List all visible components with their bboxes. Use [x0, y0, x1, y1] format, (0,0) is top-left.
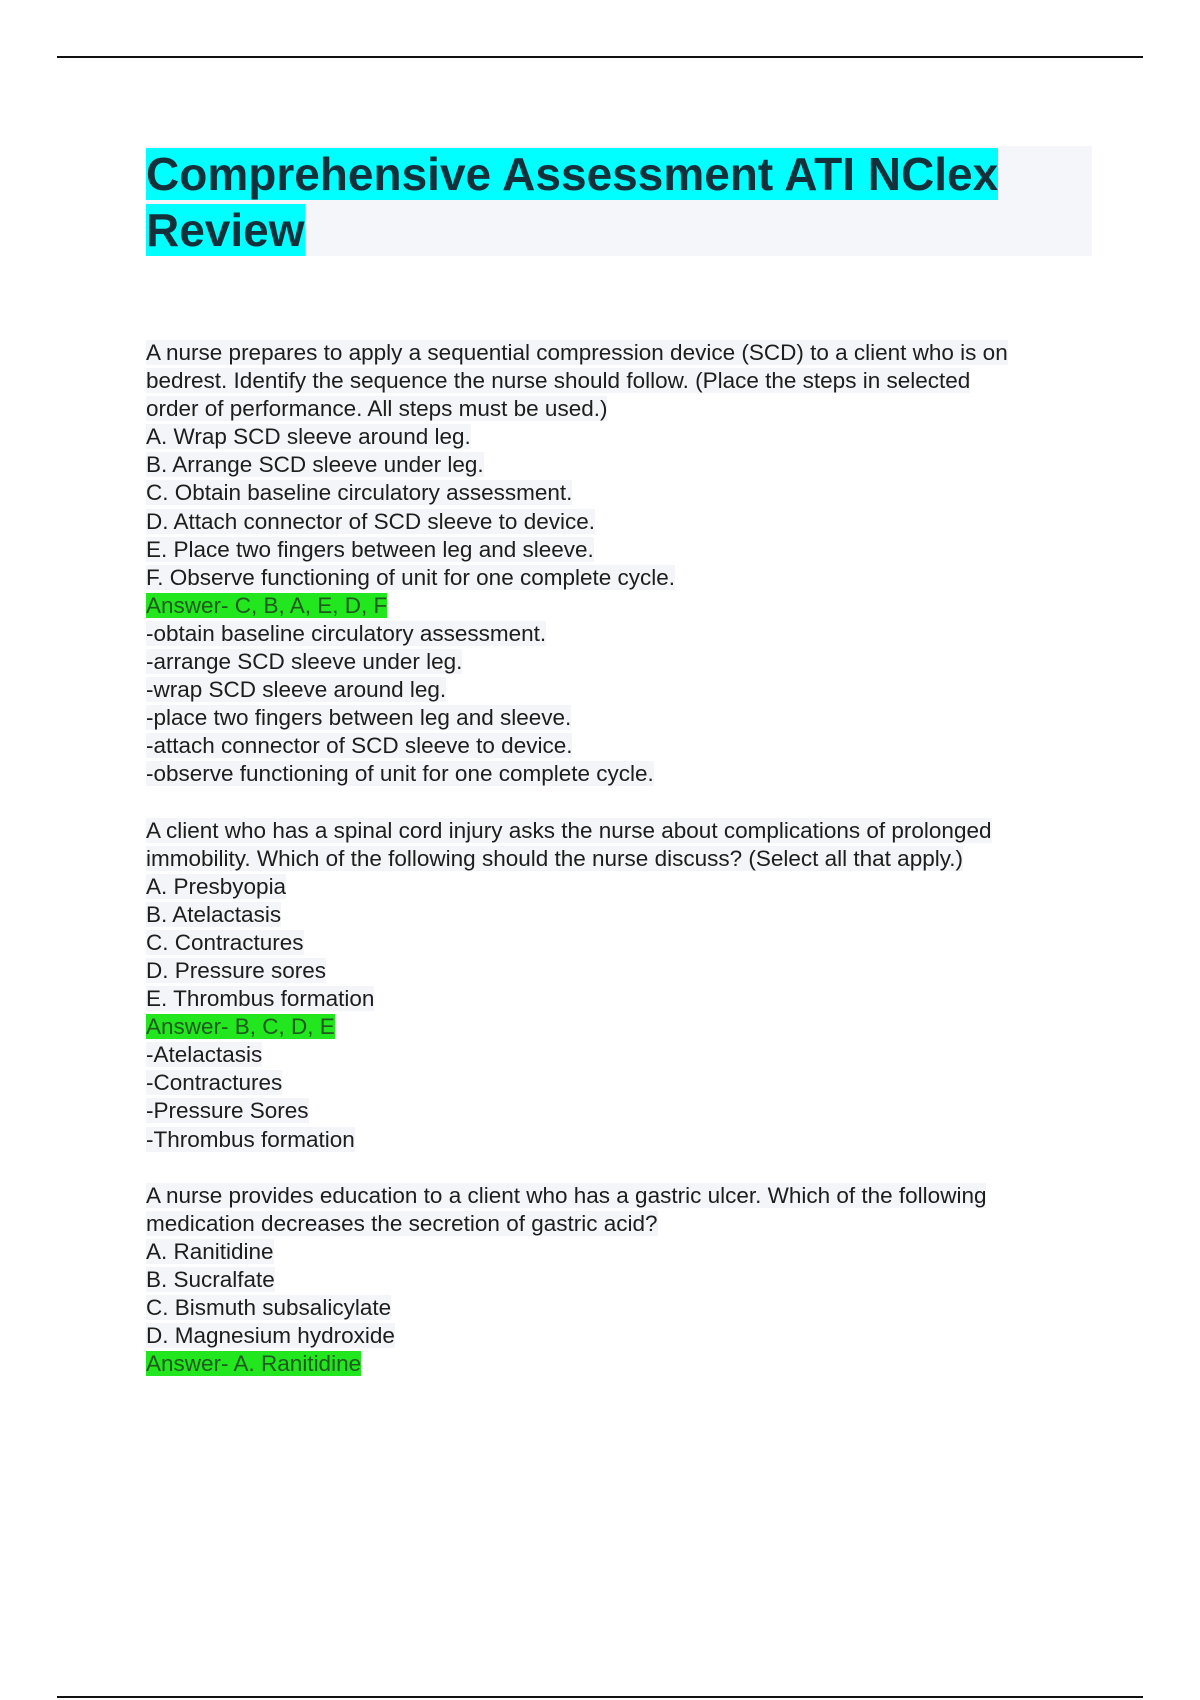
question-stem-line: A client who has a spinal cord injury asks the nurse about complications of prolonged: [146, 817, 992, 843]
question-stem-line: medication decreases the secretion of gastric acid?: [146, 1210, 658, 1236]
rationale-line: -obtain baseline circulatory assessment.: [146, 620, 547, 646]
rationale-line: -place two fingers between leg and sleeve.: [146, 705, 572, 731]
option-d: D. Attach connector of SCD sleeve to device.: [146, 508, 595, 534]
document-title-text: Comprehensive Assessment ATI NClex Review: [146, 148, 999, 256]
rationale-line: -arrange SCD sleeve under leg.: [146, 649, 463, 675]
rationale-line: -wrap SCD sleeve around leg.: [146, 677, 447, 703]
question-1: [146, 339, 1106, 789]
document-body: [146, 339, 1106, 1378]
title-block: [146, 146, 1092, 256]
rationale-line: -Atelactasis: [146, 1042, 263, 1068]
answer-highlight: Answer- A. Ranitidine: [146, 1351, 362, 1377]
rationale-line: -observe functioning of unit for one complete cycle.: [146, 761, 654, 787]
answer-highlight: Answer- B, C, D, E: [146, 1014, 335, 1040]
option-c: C. Contractures: [146, 929, 304, 955]
rationale-line: -Thrombus formation: [146, 1126, 355, 1152]
question-stem-line: bedrest. Identify the sequence the nurse should follow. (Place the steps in selected: [146, 368, 971, 394]
rationale-line: -Pressure Sores: [146, 1098, 309, 1124]
option-e: E. Thrombus formation: [146, 986, 375, 1012]
option-a: A. Presbyopia: [146, 873, 287, 899]
option-a: A. Wrap SCD sleeve around leg.: [146, 424, 471, 450]
question-stem-line: A nurse prepares to apply a sequential compression device (SCD) to a client who is on: [146, 340, 1008, 365]
rationale-line: -Contractures: [146, 1070, 283, 1096]
rationale-line: -attach connector of SCD sleeve to device.: [146, 733, 573, 759]
option-a: A. Ranitidine: [146, 1238, 274, 1264]
option-c: C. Bismuth subsalicylate: [146, 1295, 392, 1320]
question-stem-line: order of performance. All steps must be used.): [146, 396, 608, 422]
option-b: B. Atelactasis: [146, 901, 282, 927]
bottom-rule: [57, 1696, 1143, 1698]
option-c: C. Obtain baseline circulatory assessment.: [146, 480, 573, 506]
answer-highlight: Answer- C, B, A, E, D, F: [146, 592, 388, 618]
option-d: D. Pressure sores: [146, 957, 327, 983]
option-f: F. Observe functioning of unit for one complete cycle.: [146, 564, 676, 590]
top-rule: [57, 56, 1143, 58]
option-b: B. Sucralfate: [146, 1266, 275, 1292]
option-b: B. Arrange SCD sleeve under leg.: [146, 452, 484, 478]
option-e: E. Place two fingers between leg and sleeve.: [146, 536, 594, 562]
question-2: [146, 817, 1106, 1154]
option-d: D. Magnesium hydroxide: [146, 1323, 395, 1349]
question-stem-line: immobility. Which of the following should the nurse discuss? (Select all that apply.): [146, 845, 964, 871]
document-title: [146, 146, 1092, 258]
question-stem-line: A nurse provides education to a client who has a gastric ulcer. Which of the following: [146, 1182, 987, 1208]
question-3: [146, 1182, 1106, 1379]
